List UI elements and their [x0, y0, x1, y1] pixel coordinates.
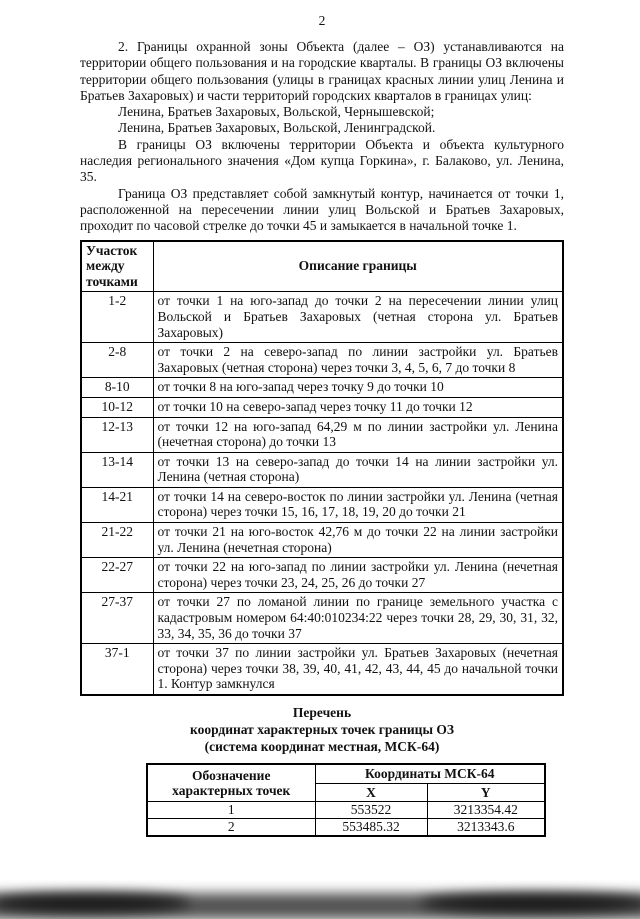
x-cell: 553522 — [315, 802, 427, 819]
paragraph: 2. Границы охранной зоны Объекта (далее – ОЗ) устанавливаются на территории общего пользования и на городские кварталы. В границы ОЗ включены территории общего пользования (улицы в границах красных линии улиц Ленина и Братьев Захаровых) и части территорий городских кварталов в границах улиц: — [80, 39, 564, 103]
segment-cell: 1-2 — [81, 292, 153, 343]
boundary-col-segment-header: Участок между точками — [81, 241, 153, 292]
paragraph: Ленина, Братьев Захаровых, Вольской, Чернышевской; — [118, 104, 435, 120]
description-cell: от точки 37 по линии застройки ул. Братьев Захаровых (нечетная сторона) через точки 38, 39, 40, 41, 42, 43, 44, 45 до начальной точки 1. Контур замкнулся — [153, 644, 563, 695]
description-cell: от точки 2 на северо-запад по линии застройки ул. Братьев Захаровых (четная сторона) через точки 3, 4, 5, 6, 7 до точки 8 — [153, 343, 563, 378]
coords-table-row — [147, 802, 545, 819]
boundary-table — [80, 240, 564, 696]
description-cell: от точки 13 на северо-запад до точки 14 на линии застройки ул. Ленина (четная сторона) — [153, 452, 563, 487]
coords-table — [146, 763, 546, 837]
point-cell: 1 — [147, 802, 315, 819]
description-cell: от точки 22 на юго-запад по линии застройки ул. Ленина (нечетная сторона) через точки 23, 24, 25, 26 до точки 27 — [153, 558, 563, 593]
boundary-table-row — [81, 378, 563, 398]
description-cell: от точки 14 на северо-восток по линии застройки ул. Ленина (четная сторона) через точки 15, 16, 17, 18, 19, 20 до точки 21 — [153, 487, 563, 522]
segment-cell: 21-22 — [81, 523, 153, 558]
coords-heading-line1: Перечень — [292, 705, 352, 720]
description-cell: от точки 8 на юго-запад через точку 9 до точки 10 — [153, 378, 563, 398]
boundary-table-row — [81, 593, 563, 644]
coords-col-x-header: X — [315, 783, 427, 802]
y-cell: 3213343.6 — [427, 819, 545, 837]
description-cell: от точки 1 на юго-запад до точки 2 на пересечении линии улиц Вольской и Братьев Захаровых (четная сторона ул. Братьев Захаровых) — [153, 292, 563, 343]
boundary-table-row — [81, 343, 563, 378]
boundary-col-description-header: Описание границы — [153, 241, 563, 292]
segment-cell: 2-8 — [81, 343, 153, 378]
boundary-table-header — [81, 241, 563, 292]
scan-artifact-bottom-right — [420, 893, 640, 913]
segment-cell: 22-27 — [81, 558, 153, 593]
description-cell: от точки 27 по ломаной линии по границе земельного участка с кадастровым номером 64:40:010234:22 через точки 28, 29, 30, 31, 32, 33, 34, 35, 36 до точки 37 — [153, 593, 563, 644]
segment-cell: 10-12 — [81, 397, 153, 417]
paragraph: В границы ОЗ включены территории Объекта и объекта культурного наследия регионального значения «Дом купца Горкина», г. Балаково, ул. Ленина, 35. — [80, 136, 564, 185]
coords-heading — [80, 704, 564, 755]
coords-col-point-header: Обозначение характерных точек — [147, 764, 315, 802]
segment-cell: 12-13 — [81, 417, 153, 452]
boundary-table-row — [81, 487, 563, 522]
point-cell: 2 — [147, 819, 315, 837]
paragraph: Граница ОЗ представляет собой замкнутый контур, начинается от точки 1, расположенной на пересечении линии улиц Вольской и Братьев Захаровых, проходит по часовой стрелке до точки 45 и замыкается в начальной точке 1. — [80, 185, 564, 234]
boundary-table-row — [81, 452, 563, 487]
boundary-table-body — [81, 292, 563, 695]
boundary-table-row — [81, 397, 563, 417]
segment-cell: 37-1 — [81, 644, 153, 695]
coords-table-header-row1 — [147, 764, 545, 783]
x-cell: 553485.32 — [315, 819, 427, 837]
page-number: 2 — [318, 13, 326, 28]
y-cell: 3213354.42 — [427, 802, 545, 819]
coords-col-group-header: Координаты МСК-64 — [315, 764, 545, 783]
boundary-table-row — [81, 558, 563, 593]
description-cell: от точки 21 на юго-восток 42,76 м до точки 22 на линии застройки ул. Ленина (нечетная сторона) — [153, 523, 563, 558]
segment-cell: 8-10 — [81, 378, 153, 398]
boundary-table-header-row — [81, 241, 563, 292]
coords-heading-line3: (система координат местная, МСК-64) — [204, 739, 440, 754]
coords-col-y-header: Y — [427, 783, 545, 802]
coords-table-row — [147, 819, 545, 837]
segment-cell: 13-14 — [81, 452, 153, 487]
body-paragraphs — [80, 39, 564, 235]
boundary-table-row — [81, 644, 563, 695]
coords-table-body — [147, 802, 545, 837]
description-cell: от точки 12 на юго-запад 64,29 м по линии застройки ул. Ленина (нечетная сторона) до точки 13 — [153, 417, 563, 452]
boundary-table-row — [81, 523, 563, 558]
paragraph: Ленина, Братьев Захаровых, Вольской, Ленинградской. — [118, 120, 436, 136]
boundary-table-row — [81, 417, 563, 452]
coords-table-header — [147, 764, 545, 802]
segment-cell: 27-37 — [81, 593, 153, 644]
coords-heading-line2: координат характерных точек границы ОЗ — [189, 722, 455, 737]
segment-cell: 14-21 — [81, 487, 153, 522]
boundary-table-row — [81, 292, 563, 343]
description-cell: от точки 10 на северо-запад через точку 11 до точки 12 — [153, 397, 563, 417]
